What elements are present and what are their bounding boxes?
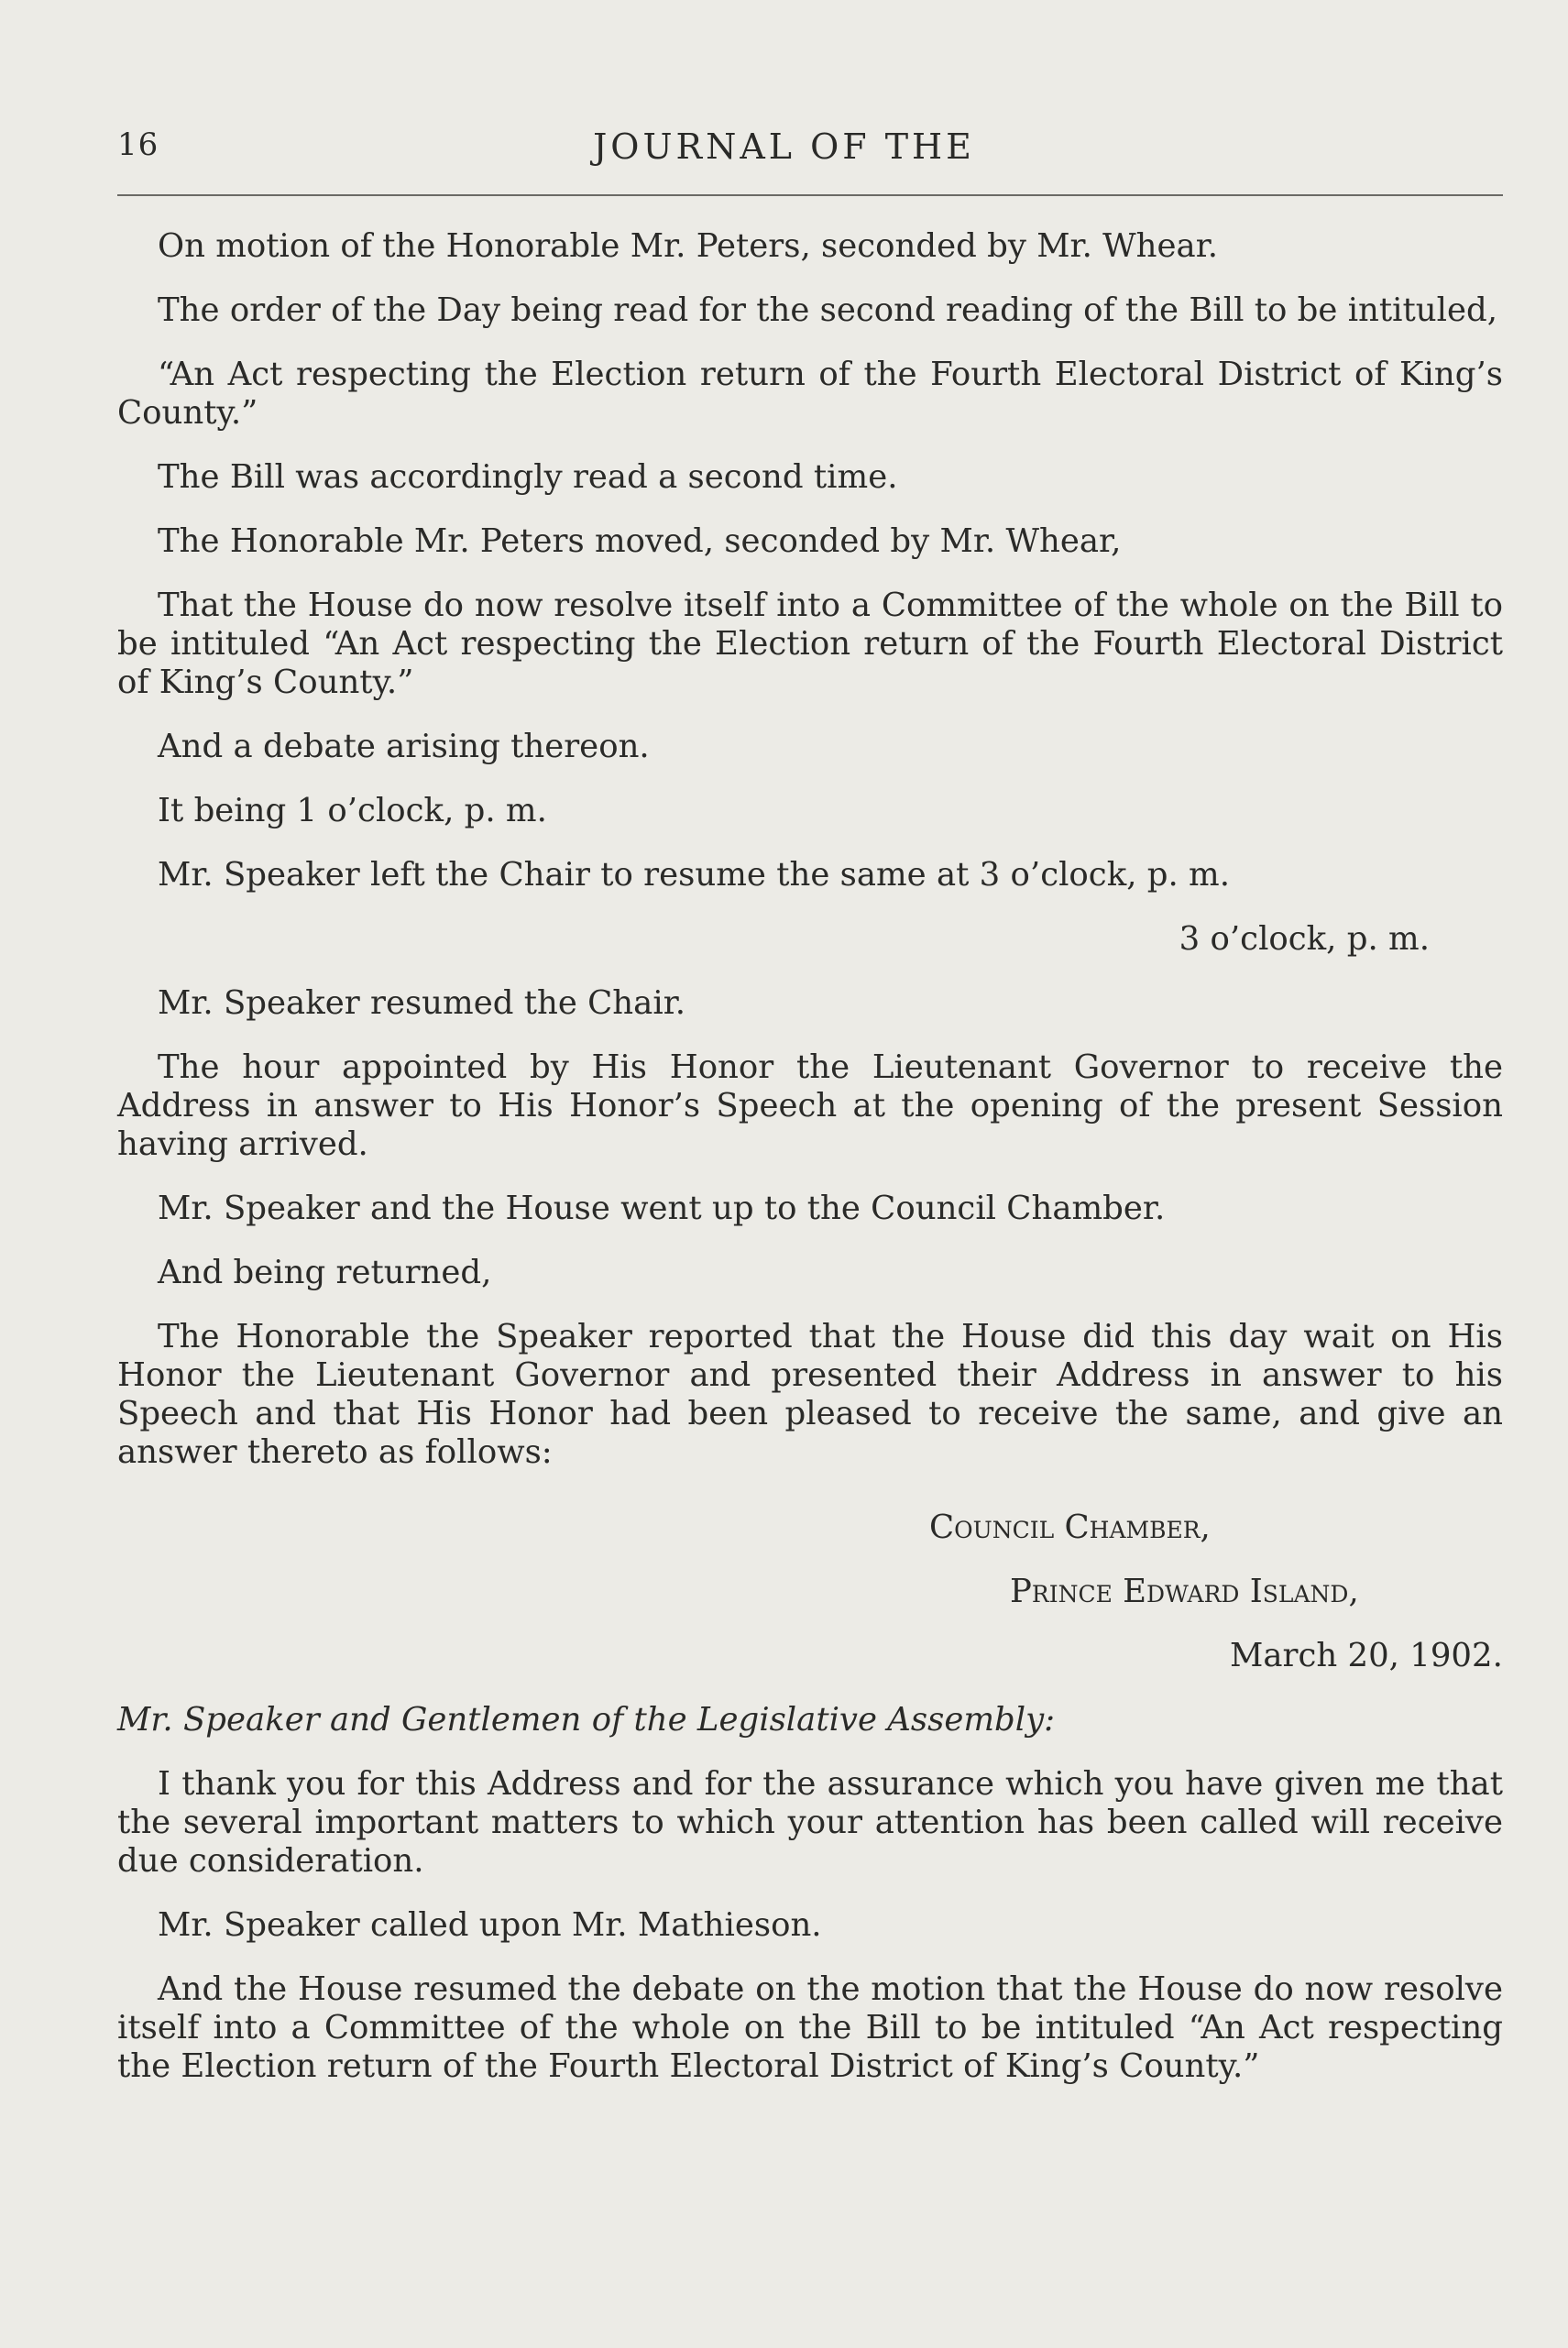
paragraph-returned: And being returned, [158,1254,492,1291]
paragraph-moved: The Honorable Mr. Peters moved, seconded by Mr. Whear, [158,522,1122,560]
paragraph-resolve: That the House do now resolve itself into a Committee of the whole on the Bill to be intituled “An Act respecting the Election return of the Fourth Electoral District of King’s County.” [117,587,1503,701]
paragraph-speaker-resumed: Mr. Speaker resumed the Chair. [158,984,686,1022]
paragraph-debate: And a debate arising thereon. [158,728,650,765]
journal-body [117,227,1503,2112]
paragraph-mathieson: Mr. Speaker called upon Mr. Mathieson. [158,1906,822,1944]
address-line-island: Prince Edward Island, [1010,1573,1359,1610]
running-title: JOURNAL OF THE [593,126,975,167]
time-mark: 3 o’clock, p. m. [1179,920,1430,958]
paragraph-resumed-debate: And the House resumed the debate on the motion that the House do now resolve itself into a Committee of the whole on the Bill to be intituled “An Act respecting the Election return of the Fourth Electoral District of King’s County.” [117,1970,1503,2085]
salutation: Mr. Speaker and Gentlemen of the Legislative Assembly: [117,1701,1056,1739]
address-line-council-chamber: Council Chamber, [929,1509,1211,1546]
paragraph-speaker-reported: The Honorable the Speaker reported that the House did this day wait on His Honor the Lieutenant Governor and presented their Address in answer to his Speech and that His Honor had been pleased to receive the same, and give an answer thereto as follows: [117,1318,1503,1471]
page-number: 16 [117,126,159,163]
paragraph-hour-appointed: The hour appointed by His Honor the Lieutenant Governor to receive the Address in answer to His Honor’s Speech at the opening of the present Session having arrived. [117,1048,1503,1163]
paragraph-council-chamber: Mr. Speaker and the House went up to the Council Chamber. [158,1190,1166,1227]
paragraph-thank-you: I thank you for this Address and for the assurance which you have given me that the several important matters to which your attention has been called will receive due consideration. [117,1765,1503,1880]
paragraph-bill-title: “An Act respecting the Election return of the Fourth Electoral District of King’s County.” [117,356,1503,432]
paragraph-one-oclock: It being 1 o’clock, p. m. [158,792,547,829]
paragraph-second-reading: The Bill was accordingly read a second time. [158,458,898,496]
paragraph-speaker-left: Mr. Speaker left the Chair to resume the same at 3 o’clock, p. m. [158,856,1231,894]
paragraph-order-of-day: The order of the Day being read for the second reading of the Bill to be intituled, [158,291,1498,329]
address-date: March 20, 1902. [1230,1637,1503,1674]
header-rule [117,194,1503,196]
paragraph-motion: On motion of the Honorable Mr. Peters, seconded by Mr. Whear. [158,227,1219,265]
address-block [117,1509,1503,1675]
